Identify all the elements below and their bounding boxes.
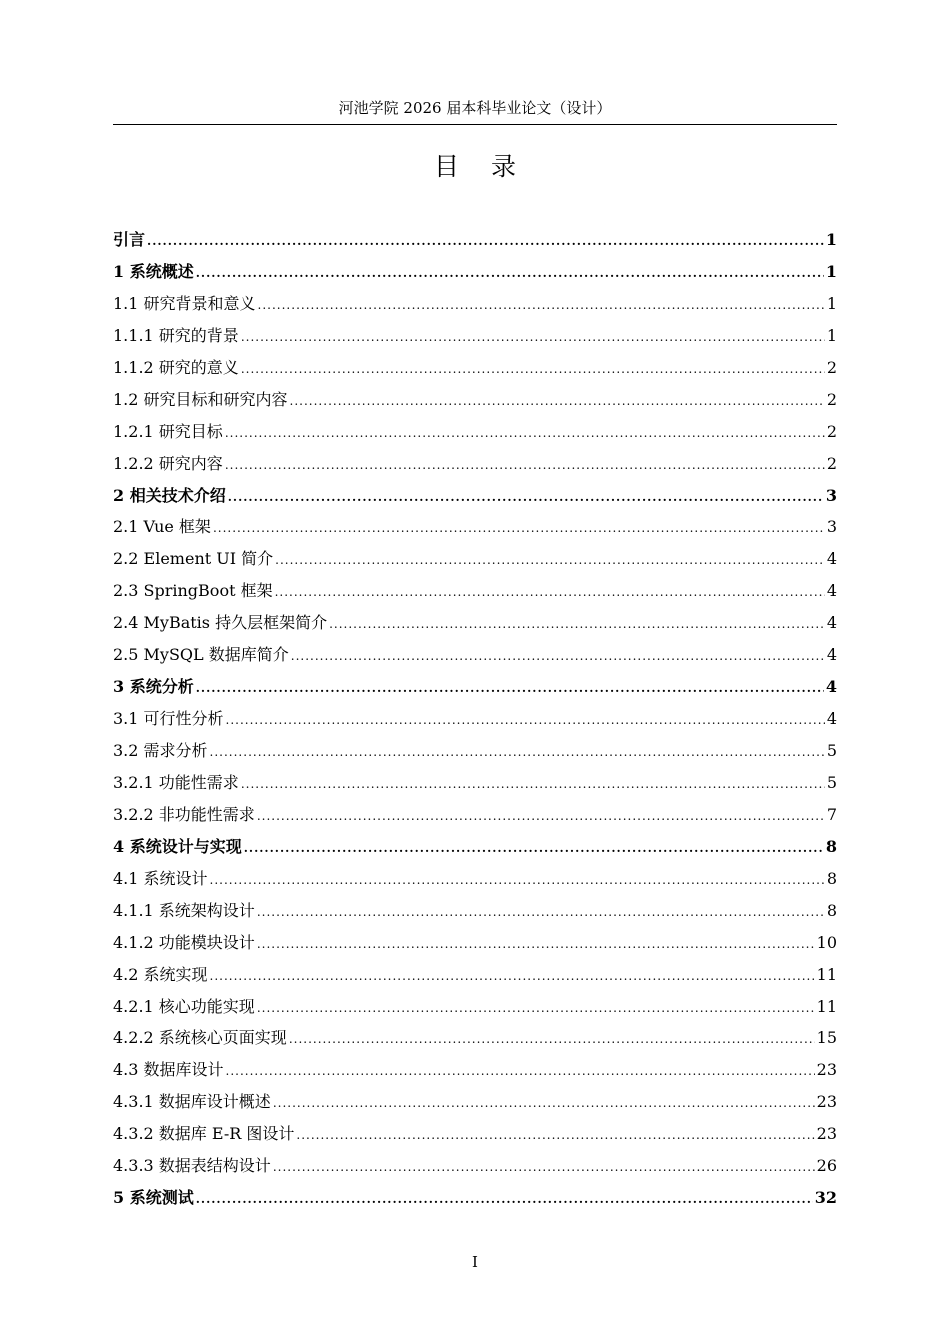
- toc-entry-title: 4.3.2 数据库 E-R 图设计: [113, 1124, 295, 1144]
- toc-entry-page: 7: [826, 804, 837, 824]
- toc-entry-title: 4.2 系统实现: [113, 964, 208, 984]
- toc-dot-leader: [290, 386, 825, 418]
- toc-dot-leader: [196, 258, 824, 290]
- toc-entry[interactable]: [113, 1150, 837, 1182]
- toc-dot-leader: [213, 513, 825, 545]
- toc-entry-title: 2.3 SpringBoot 框架: [113, 581, 273, 601]
- toc-dot-leader: [291, 641, 825, 673]
- toc-dot-leader: [257, 897, 825, 929]
- toc-entry-title: 3 系统分析: [113, 677, 194, 697]
- toc-entry-page: 2: [826, 453, 837, 473]
- toc-entry[interactable]: [113, 799, 837, 831]
- toc-entry[interactable]: [113, 639, 837, 671]
- toc-entry-title: 2.1 Vue 框架: [113, 517, 211, 537]
- toc-dot-leader: [226, 1056, 815, 1088]
- toc-entry-title: 4.3 数据库设计: [113, 1060, 224, 1080]
- toc-dot-leader: [225, 418, 825, 450]
- toc-dot-leader: [241, 322, 825, 354]
- toc-dot-leader: [196, 673, 824, 705]
- toc-entry-title: 4.1 系统设计: [113, 868, 208, 888]
- toc-entry[interactable]: [113, 607, 837, 639]
- toc-dot-leader: [258, 290, 825, 322]
- toc-entry-title: 1 系统概述: [113, 261, 194, 281]
- toc-entry-page: 4: [826, 645, 837, 665]
- toc-entry[interactable]: [113, 511, 837, 543]
- toc-entry[interactable]: [113, 1022, 837, 1054]
- toc-entry-title: 3.2 需求分析: [113, 741, 208, 760]
- toc-entry-page: 1: [825, 230, 837, 249]
- toc-entry[interactable]: [113, 448, 837, 480]
- toc-dot-leader: [296, 1120, 814, 1152]
- toc-entry-page: 2: [826, 357, 837, 377]
- toc-entry-page: 1: [826, 325, 837, 345]
- toc-dot-leader: [210, 737, 825, 769]
- toc-entry-page: 4: [826, 709, 837, 729]
- toc-entry-page: 1: [826, 293, 837, 313]
- toc-entry[interactable]: [113, 1054, 837, 1086]
- toc-entry[interactable]: [113, 288, 837, 320]
- toc-dot-leader: [257, 801, 825, 833]
- toc-entry[interactable]: [113, 1182, 837, 1214]
- toc-entry[interactable]: [113, 767, 837, 799]
- toc-dot-leader: [273, 1152, 815, 1184]
- toc-entry[interactable]: [113, 256, 837, 288]
- toc-entry-page: 4: [826, 581, 837, 601]
- toc-entry-page: 4: [826, 549, 837, 569]
- toc-entry[interactable]: [113, 1086, 837, 1118]
- toc-entry-title: 3.2.2 非功能性需求: [113, 804, 255, 824]
- toc-entry-page: 23: [816, 1092, 837, 1112]
- toc-dot-leader: [275, 577, 825, 609]
- toc-dot-leader: [210, 961, 815, 993]
- toc-entry-page: 1: [825, 261, 837, 281]
- toc-dot-leader: [210, 865, 825, 897]
- toc-entry-title: 4.2.2 系统核心页面实现: [113, 1028, 287, 1048]
- toc-entry-page: 4: [826, 613, 837, 633]
- toc-entry-page: 23: [816, 1124, 837, 1144]
- toc-entry-title: 1.1 研究背景和意义: [113, 293, 256, 313]
- toc-dot-leader: [228, 482, 824, 514]
- toc-entry[interactable]: [113, 543, 837, 575]
- toc-entry[interactable]: [113, 352, 837, 384]
- toc-entry[interactable]: [113, 927, 837, 959]
- toc-entry-title: 1.1.2 研究的意义: [113, 357, 239, 377]
- toc-entry-title: 2.5 MySQL 数据库简介: [113, 645, 289, 665]
- toc-entry-page: 8: [825, 836, 837, 856]
- toc-entry-page: 15: [816, 1028, 837, 1048]
- toc-entry[interactable]: [113, 895, 837, 927]
- toc-entry-title: 1.2 研究目标和研究内容: [113, 389, 288, 409]
- toc-entry[interactable]: [113, 224, 837, 256]
- toc-entry-title: 1.1.1 研究的背景: [113, 325, 239, 345]
- toc-dot-leader: [225, 450, 825, 482]
- toc-entry[interactable]: [113, 480, 837, 512]
- toc-entry[interactable]: [113, 831, 837, 863]
- toc-entry-title: 1.2.1 研究目标: [113, 421, 223, 441]
- toc-dot-leader: [226, 705, 825, 737]
- toc-entry-page: 11: [816, 964, 837, 984]
- toc-dot-leader: [273, 1088, 815, 1120]
- toc-entry-page: 8: [826, 900, 837, 920]
- toc-entry[interactable]: [113, 575, 837, 607]
- toc-entry-title: 2 相关技术介绍: [113, 485, 226, 505]
- toc-dot-leader: [289, 1024, 815, 1056]
- toc-entry[interactable]: [113, 416, 837, 448]
- toc-entry-title: 引言: [113, 230, 146, 249]
- page-title: 目录: [433, 152, 548, 181]
- toc-entry[interactable]: [113, 735, 837, 767]
- toc-entry-title: 4.3.1 数据库设计概述: [113, 1092, 271, 1112]
- toc-dot-leader: [196, 1184, 813, 1216]
- toc-dot-leader: [241, 769, 825, 801]
- toc-entry[interactable]: [113, 320, 837, 352]
- toc-entry-page: 8: [826, 868, 837, 888]
- toc-entry-page: 26: [816, 1156, 837, 1176]
- toc-dot-leader: [257, 993, 815, 1025]
- toc-entry-title: 2.2 Element UI 简介: [113, 549, 274, 569]
- toc-entry-page: 11: [816, 996, 837, 1016]
- toc-entry-title: 4.1.1 系统架构设计: [113, 900, 255, 920]
- toc-entry[interactable]: [113, 671, 837, 703]
- toc-entry-page: 4: [825, 677, 837, 697]
- page-number: I: [472, 1253, 478, 1271]
- toc-entry-page: 5: [826, 772, 837, 792]
- toc-entry-title: 4.3.3 数据表结构设计: [113, 1156, 271, 1176]
- toc-entry[interactable]: [113, 959, 837, 991]
- header-rule: [113, 124, 837, 125]
- toc-entry-page: 3: [825, 485, 837, 505]
- toc-entry-title: 4.1.2 功能模块设计: [113, 932, 255, 952]
- toc-entry-page: 10: [816, 932, 837, 952]
- toc-entry[interactable]: [113, 384, 837, 416]
- toc-dot-leader: [147, 226, 824, 258]
- toc-dot-leader: [275, 545, 825, 577]
- toc-entry-title: 5 系统测试: [113, 1188, 194, 1208]
- toc-dot-leader: [241, 354, 825, 386]
- running-header: 河池学院 2026 届本科毕业论文（设计）: [338, 99, 612, 117]
- toc-entry-title: 4.2.1 核心功能实现: [113, 996, 255, 1016]
- toc-entry[interactable]: [113, 703, 837, 735]
- toc-entry-title: 3.1 可行性分析: [113, 709, 224, 729]
- toc-entry-page: 23: [816, 1060, 837, 1080]
- toc-entry-page: 3: [826, 517, 837, 537]
- toc-entry-page: 2: [826, 389, 837, 409]
- toc-entry-title: 1.2.2 研究内容: [113, 453, 223, 473]
- toc-entry-page: 32: [814, 1188, 837, 1208]
- toc-entry-page: 5: [826, 741, 837, 760]
- toc-dot-leader: [257, 929, 815, 961]
- toc-entry-title: 3.2.1 功能性需求: [113, 772, 239, 792]
- toc-entry-page: 2: [826, 421, 837, 441]
- toc-entry[interactable]: [113, 991, 837, 1023]
- toc-dot-leader: [329, 609, 825, 641]
- toc-entry[interactable]: [113, 1118, 837, 1150]
- toc-dot-leader: [244, 833, 824, 865]
- toc-entry-title: 2.4 MyBatis 持久层框架简介: [113, 613, 328, 633]
- toc-entry[interactable]: [113, 863, 837, 895]
- toc-entry-title: 4 系统设计与实现: [113, 836, 242, 856]
- table-of-contents: [113, 224, 837, 1214]
